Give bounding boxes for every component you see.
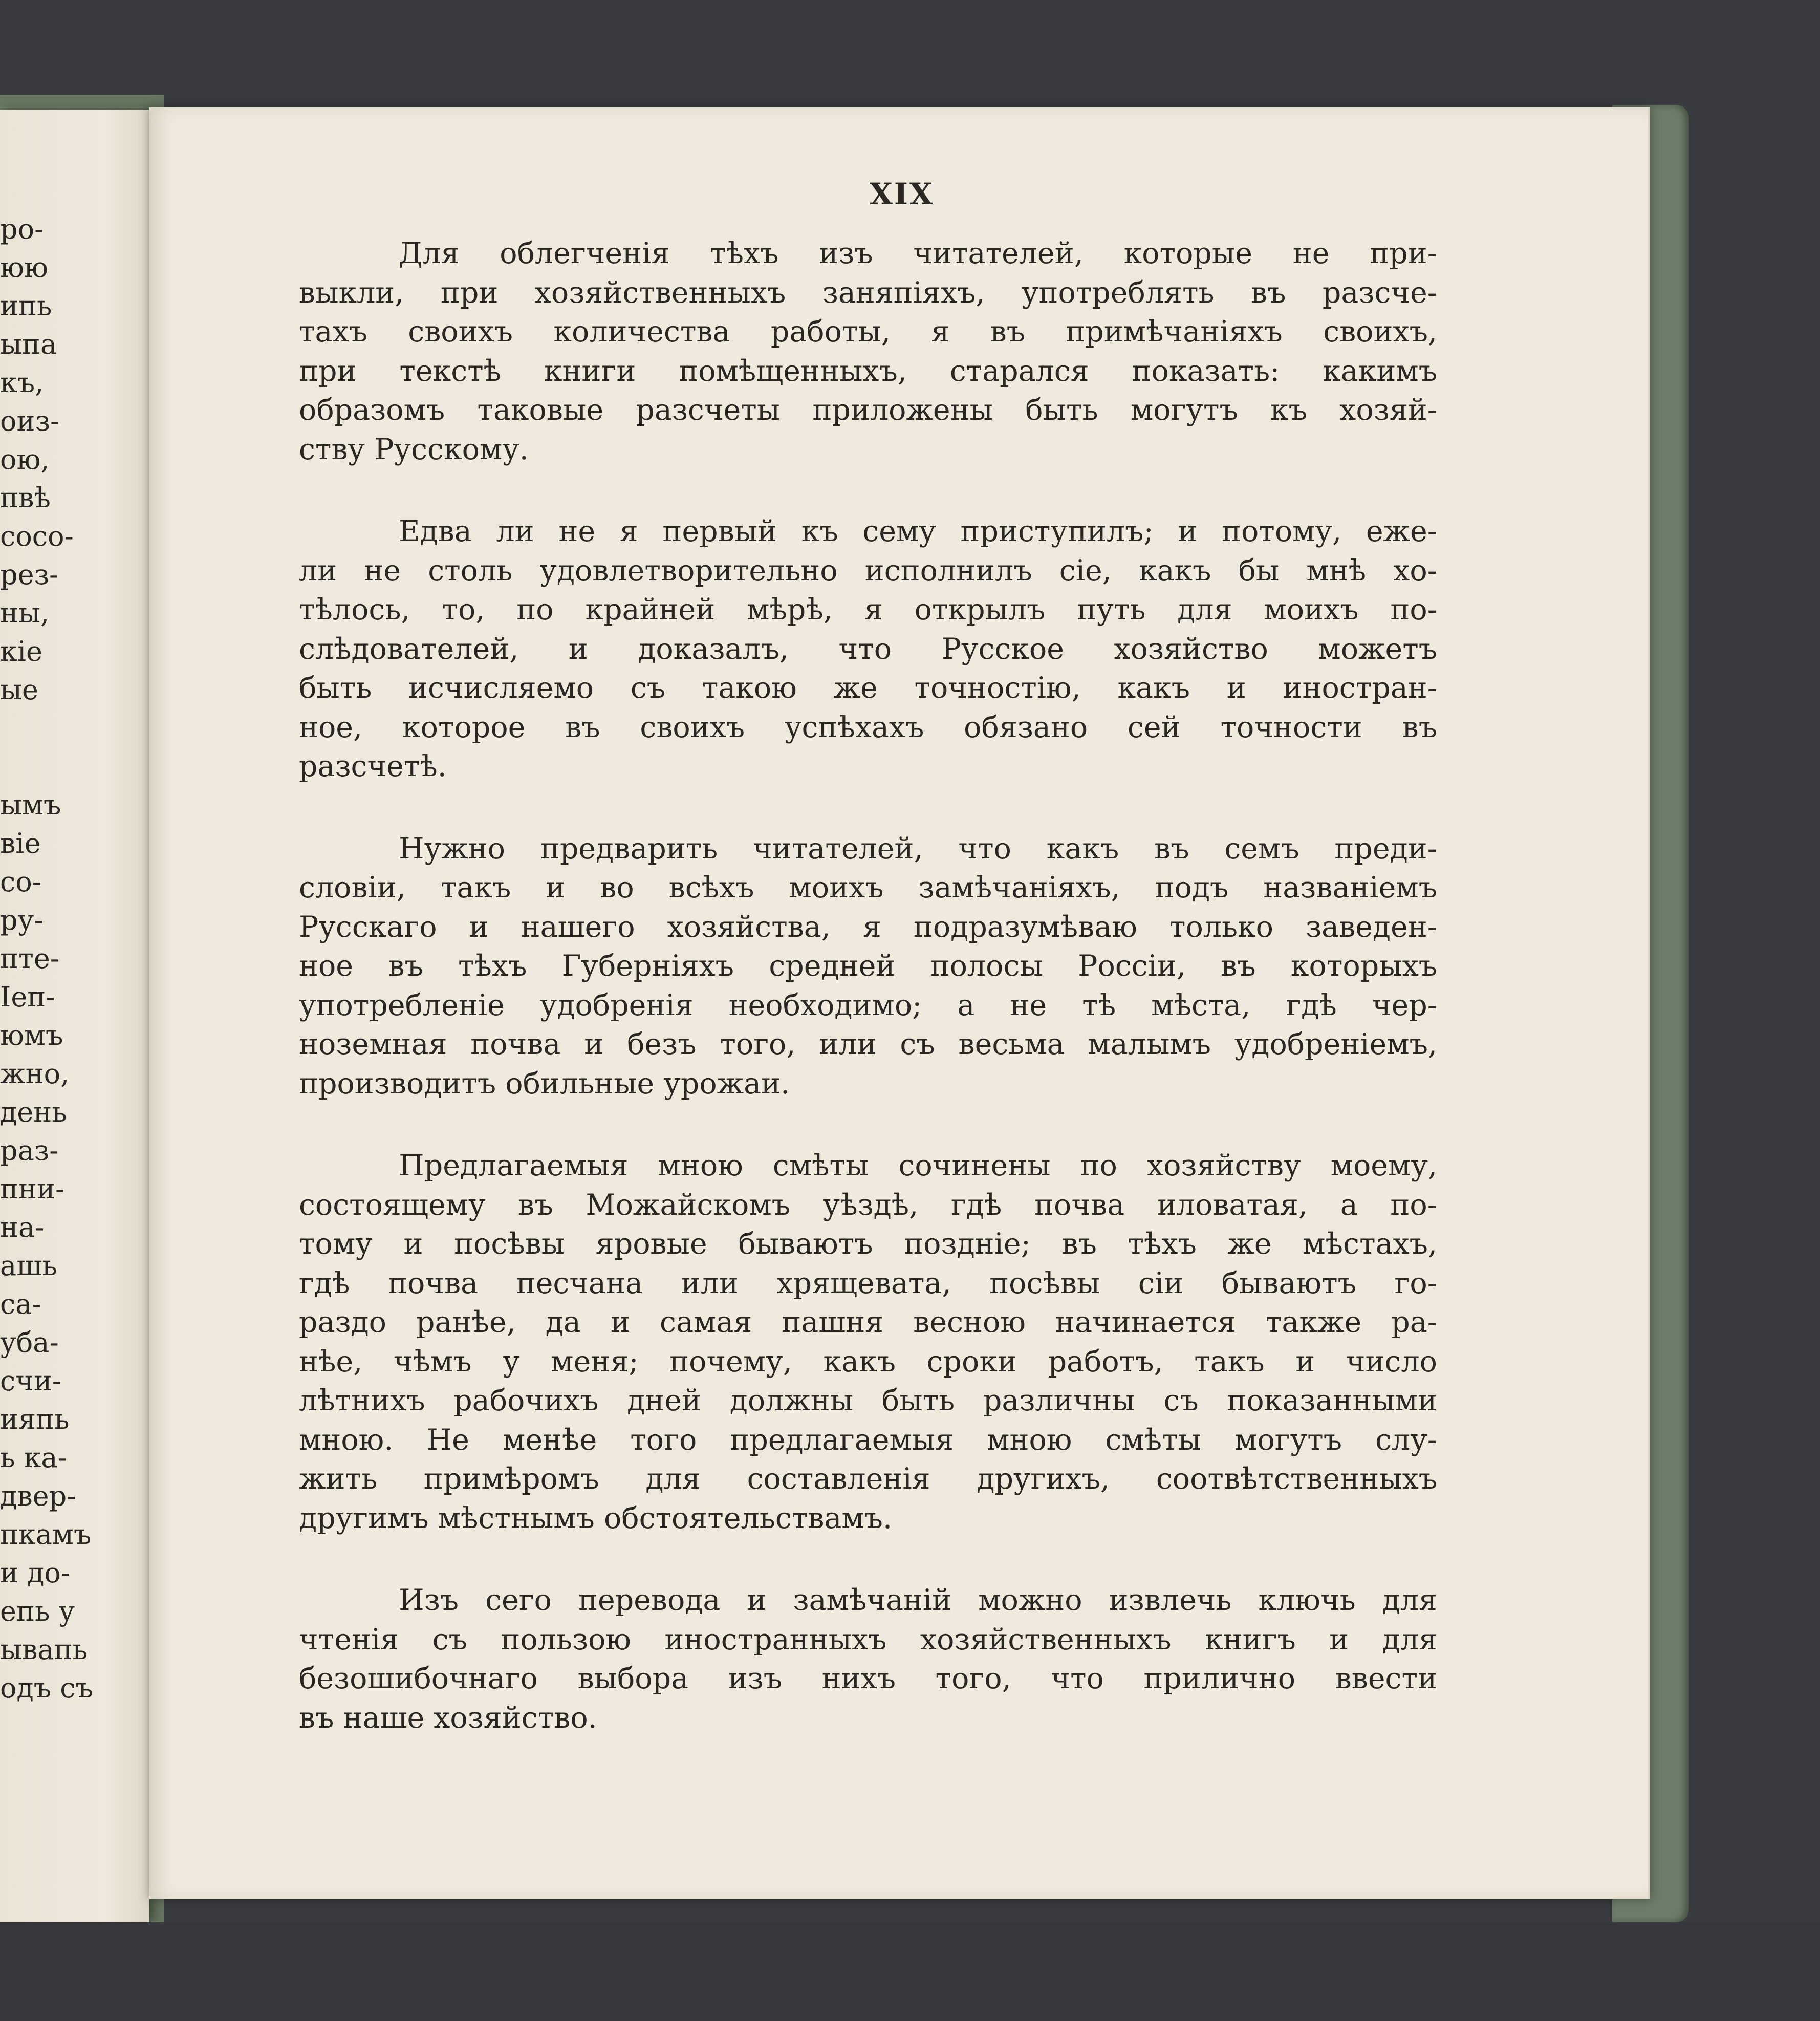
text-line: выкли, при хозяйственныхъ заняпіяхъ, употреблять въ разсче-	[299, 275, 1437, 310]
facing-page-line: пте-	[0, 942, 60, 975]
facing-page-line: рез-	[0, 558, 59, 591]
facing-page-line: пкамъ	[0, 1518, 92, 1551]
facing-page-line: ро-	[0, 213, 44, 245]
paragraph	[299, 234, 1437, 469]
text-line: жить примѣромъ для составленія другихъ, соотвѣтственныхъ	[299, 1462, 1437, 1496]
text-line: быть исчисляемо съ такою же точностію, какъ и иностран-	[299, 671, 1437, 705]
facing-page-line: и до-	[0, 1557, 71, 1589]
facing-page-line: са-	[0, 1288, 41, 1320]
facing-page-line: Іеп-	[0, 981, 55, 1013]
facing-page-line: счи-	[0, 1365, 62, 1397]
text-line: тому и посѣвы яровые бываютъ поздніе; въ тѣхъ же мѣстахъ,	[299, 1227, 1437, 1261]
facing-page-line: ые	[0, 674, 38, 706]
facing-page-line: къ,	[0, 367, 44, 399]
text-line: Предлагаемыя мною смѣты сочинены по хозяйству моему,	[399, 1149, 1437, 1182]
facing-page-line: ру-	[0, 904, 44, 936]
facing-page	[0, 110, 149, 1922]
facing-page-line: оиз-	[0, 405, 60, 437]
facing-page-line: епь у	[0, 1595, 75, 1627]
text-line: раздо ранѣе, да и самая пашня весною начинается также ра-	[299, 1305, 1437, 1339]
facing-page-line: на-	[0, 1211, 45, 1243]
facing-page-line: со-	[0, 866, 41, 898]
text-line: при текстѣ книги помѣщенныхъ, старался показать: какимъ	[299, 354, 1437, 388]
text-line: ное въ тѣхъ Губерніяхъ средней полосы Россіи, въ которыхъ	[299, 949, 1437, 983]
text-line: ноземная почва и безъ того, или съ весьма малымъ удобреніемъ,	[299, 1027, 1437, 1061]
facing-page-line: ипь	[0, 290, 52, 322]
facing-page-line: раз-	[0, 1134, 59, 1167]
text-line: ли не столь удовлетворительно исполнилъ сіе, какъ бы мнѣ хо-	[299, 553, 1437, 588]
text-line: лѣтнихъ рабочихъ дней должны быть различны съ показанными	[299, 1384, 1437, 1417]
text-line: тахъ своихъ количества работы, я въ примѣчаніяхъ своихъ,	[299, 315, 1437, 349]
text-line: чтенія съ пользою иностранныхъ хозяйственныхъ книгъ и для	[299, 1622, 1437, 1657]
text-line: мною. Не менѣе того предлагаемыя мною смѣты могутъ слу-	[299, 1423, 1437, 1457]
text-line: слѣдователей, и доказалъ, что Русское хозяйство можетъ	[299, 632, 1437, 666]
text-line: Изъ сего перевода и замѣчаній можно извлечь ключь для	[399, 1583, 1437, 1617]
facing-page-line: сосо-	[0, 520, 74, 552]
facing-page-line: юю	[0, 251, 49, 284]
text-line: нѣе, чѣмъ у меня; почему, какъ сроки работъ, такъ и число	[299, 1344, 1437, 1379]
text-line: другимъ мѣстнымъ обстоятельствамъ.	[299, 1501, 893, 1535]
facing-page-line: пвѣ	[0, 482, 51, 514]
facing-page-line: пни-	[0, 1173, 65, 1205]
facing-page-line: уба-	[0, 1326, 59, 1359]
facing-page-line: ымъ	[0, 789, 61, 821]
text-line: Русскаго и нашего хозяйства, я подразумѣваю только заведен-	[299, 910, 1437, 944]
facing-page-line: ияпь	[0, 1403, 70, 1435]
paragraph	[299, 1581, 1437, 1737]
scan-background	[0, 1922, 1820, 2021]
text-line: Для облегченія тѣхъ изъ читателей, которые не при-	[399, 236, 1437, 270]
paragraph	[299, 512, 1437, 786]
facing-page-line	[0, 747, 149, 786]
text-line: ное, которое въ своихъ успѣхахъ обязано сей точности въ	[299, 710, 1437, 744]
facing-page-line: ны,	[0, 597, 50, 629]
facing-page-line: жно,	[0, 1058, 70, 1090]
text-line: производитъ обильные урожаи.	[299, 1066, 790, 1101]
facing-page-line: вie	[0, 827, 41, 859]
facing-page-line: ою,	[0, 443, 50, 476]
facing-page-line: юмъ	[0, 1019, 63, 1051]
facing-page-line: кіе	[0, 635, 42, 668]
facing-page-line: день	[0, 1096, 67, 1128]
facing-page-line: двер-	[0, 1480, 76, 1512]
text-line: тѣлось, то, по крайней мѣрѣ, я открылъ путь для моихъ по-	[299, 593, 1437, 627]
text-line: словіи, такъ и во всѣхъ моихъ замѣчаніяхъ, подъ названіемъ	[299, 871, 1437, 905]
text-line: разсчетѣ.	[299, 749, 447, 783]
book-page	[149, 107, 1650, 1899]
facing-page-line: ь ка-	[0, 1442, 67, 1474]
facing-page-line	[0, 709, 149, 747]
text-line: безошибочнаго выбора изъ нихъ того, что прилично ввести	[299, 1662, 1437, 1695]
text-line: Едва ли не я первый къ сему приступилъ; и потому, еже-	[399, 514, 1437, 548]
text-line: Нужно предварить читателей, что какъ въ семъ преди-	[399, 831, 1437, 866]
text-line: состоящему въ Можайскомъ уѣздѣ, гдѣ почва иловатая, а по-	[299, 1188, 1437, 1222]
facing-page-line: ыпа	[0, 328, 57, 360]
page-text	[299, 234, 1437, 1780]
text-line: въ наше хозяйство.	[299, 1701, 597, 1735]
facing-page-line: ашь	[0, 1250, 57, 1282]
paragraph	[299, 829, 1437, 1104]
text-line: гдѣ почва песчана или хрящевата, посѣвы сіи бываютъ го-	[299, 1266, 1437, 1300]
paragraph	[299, 1146, 1437, 1538]
page-number: XIX	[869, 177, 935, 211]
text-line: ству Русскому.	[299, 432, 529, 466]
text-line: образомъ таковые разсчеты приложены быть могутъ къ хозяй-	[299, 393, 1437, 427]
text-line: употребленіе удобренія необходимо; а не тѣ мѣста, гдѣ чер-	[299, 988, 1437, 1022]
facing-page-line: ывапь	[0, 1633, 88, 1666]
facing-page-line: одъ съ	[0, 1672, 93, 1704]
